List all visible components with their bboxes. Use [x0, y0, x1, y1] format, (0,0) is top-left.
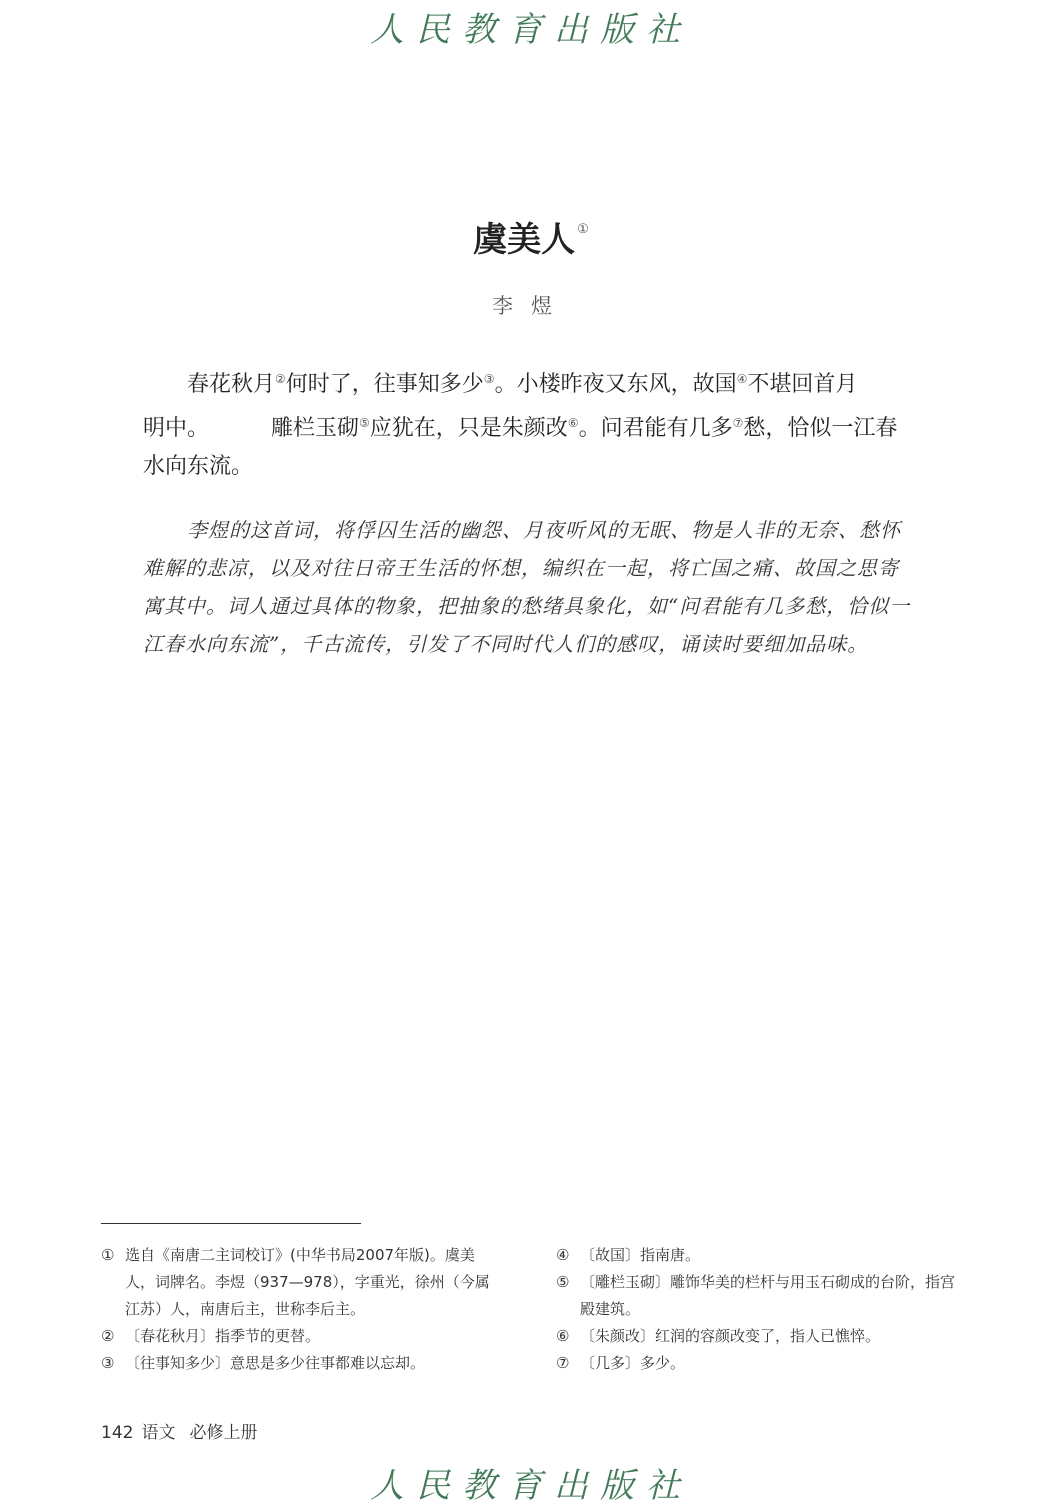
footnotes-left-column: [101, 1242, 501, 1377]
poem-line-1: 春花秋月②何时了，往事知多少③。小楼昨夜又东风，故国④不堪回首月: [187, 372, 858, 397]
poem-title-text: 虞美人: [473, 220, 576, 260]
footnote-divider: [101, 1223, 361, 1224]
title-footnote-marker: ①: [577, 222, 589, 237]
footnote-marker: ⑥: [567, 416, 579, 430]
poem-author: 李煜: [492, 294, 570, 318]
publisher-watermark-top: 人民教育出版社: [370, 10, 692, 50]
poem-title: [0, 212, 1062, 261]
footnote-marker: ③: [483, 372, 495, 386]
footnote-7: ⑦ 〔几多〕多少。: [556, 1354, 686, 1372]
commentary-text: 李煜的这首词，将俘囚生活的幽怨、月夜听风的无眠、物是人非的无奈、愁怀难解的悲凉，以及对往日帝王生活的怀想，编织在一起，将亡国之痛、故国之思寄寓其中。词人通过具体的物象，把抽象的愁绪具象化，如“问君能有几多愁，恰似一江春水向东流”，千古流传，引发了不同时代人们的感叹，诵读时要细加品味。: [143, 518, 911, 656]
footnote-4: ④ 〔故国〕指南唐。: [556, 1246, 701, 1264]
poem-line-2: 明中。 雕栏玉砌⑤应犹在，只是朱颜改⑥。问君能有几多⑦愁，恰似一江春: [143, 416, 898, 441]
footnote-marker: ⑦: [732, 416, 744, 430]
poem-body: [143, 360, 913, 486]
footnote-marker: ⑤: [359, 416, 370, 430]
footnote-marker: ②: [275, 372, 286, 386]
footnote-marker: ④: [736, 372, 748, 386]
page-number: 142: [101, 1423, 134, 1443]
footnote-6: ⑥ 〔朱颜改〕红润的容颜改变了，指人已憔悴。: [556, 1327, 881, 1345]
footnotes-right-column: [556, 1242, 956, 1377]
subject-label: 语文: [141, 1423, 176, 1443]
footnote-3: ③ 〔往事知多少〕意思是多少往事都难以忘却。: [101, 1354, 426, 1372]
footnote-1: ① 选自《南唐二主词校订》(中华书局2007年版)。虞美人，词牌名。李煜（937—978），字重光，徐州（今属江苏）人，南唐后主，世称李后主。: [101, 1246, 490, 1318]
footnote-2: ② 〔春花秋月〕指季节的更替。: [101, 1327, 321, 1345]
book-label: 必修上册: [189, 1423, 258, 1443]
poem-line-3: 水向东流。: [143, 454, 254, 479]
publisher-watermark-bottom: 人民教育出版社: [370, 1466, 692, 1506]
commentary-paragraph: [143, 511, 913, 663]
page-footer: [101, 1418, 265, 1443]
footnote-5: ⑤ 〔雕栏玉砌〕雕饰华美的栏杆与用玉石砌成的台阶，指宫殿建筑。: [556, 1273, 956, 1318]
